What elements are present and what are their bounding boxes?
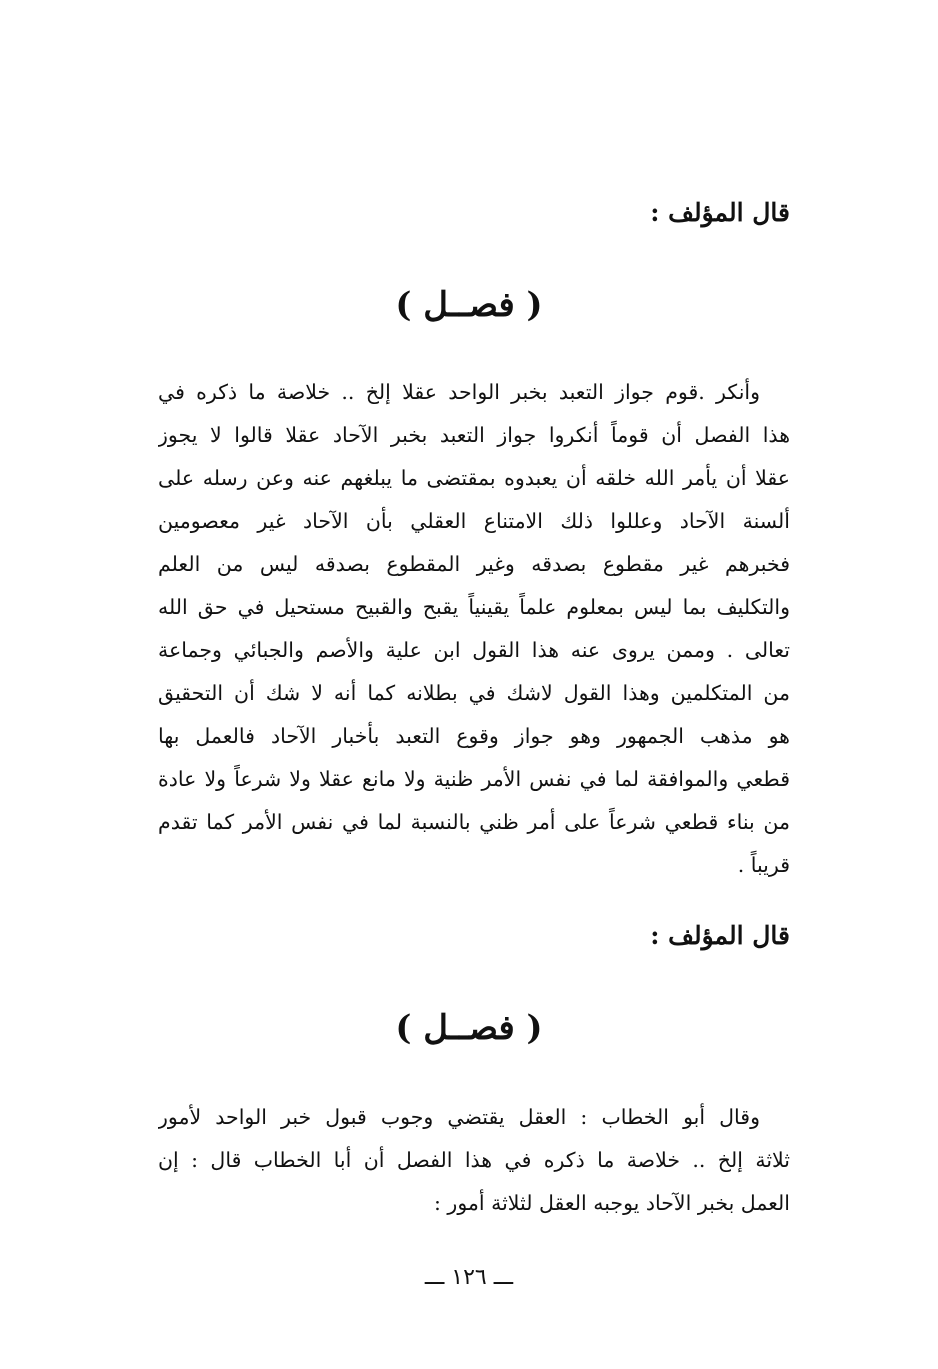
author-label-2: قال المؤلف : — [650, 921, 790, 950]
paragraph-line: والتكليف بما ليس بمعلوم علماً يقينياً يقبح والقبيح مستحيل في حق الله — [158, 595, 790, 619]
section-heading-1: ( فصــل ) — [395, 285, 543, 325]
paragraph-1 — [158, 371, 790, 887]
page-number: ـــ ١٢٦ ـــ — [424, 1265, 514, 1290]
paragraph-line: هو مذهب الجمهور وهو جواز وقوع التعبد بأخبار الآحاد فالعمل بها — [158, 724, 790, 748]
paragraph-line: من المتكلمين وهذا القول لاشك في بطلانه كما أنه لا شك أن التحقيق — [158, 681, 790, 705]
paragraph-line: فخبرهم غير مقطوع بصدقه وغير المقطوع بصدقه ليس من العلم — [158, 552, 790, 576]
paragraph-line: قريباً . — [737, 853, 790, 877]
paragraph-line: العمل بخبر الآحاد يوجبه العقل لثلاثة أمور : — [434, 1191, 790, 1215]
paragraph-line: ألسنة الآحاد وعللوا ذلك الامتناع العقلي بأن الآحاد غير معصومين — [158, 509, 790, 533]
paragraph-line: قطعي والموافقة لما في نفس الأمر ظنية ولا مانع عقلا ولا شرعاً ولا عادة — [158, 767, 790, 791]
paragraph-line: وقال أبو الخطاب : العقل يقتضي وجوب قبول خبر الواحد لأمور — [158, 1105, 760, 1129]
paragraph-line: عقلا أن يأمر الله خلقه أن يعبدوه بمقتضى ما يبلغهم عنه وعن رسله على — [158, 466, 790, 490]
paragraph-2 — [158, 1096, 790, 1225]
paragraph-line: من بناء قطعي شرعاً على أمر ظني بالنسبة لما في نفس الأمر كما تقدم — [158, 810, 790, 834]
paragraph-line: تعالى . وممن يروى عنه هذا القول ابن علية والأصم والجبائي وجماعة — [158, 638, 790, 662]
paragraph-line: هذا الفصل أن قوماً أنكروا جواز التعبد بخبر الآحاد عقلا قالوا لا يجوز — [158, 423, 790, 447]
paragraph-line: ثلاثة إلخ .. خلاصة ما ذكره في هذا الفصل أن أبا الخطاب قال : إن — [158, 1148, 790, 1172]
section-heading-2: ( فصــل ) — [395, 1008, 543, 1048]
paragraph-line: وأنكر .قوم جواز التعبد بخبر الواحد عقلا إلخ .. خلاصة ما ذكره في — [158, 380, 760, 404]
author-label-1: قال المؤلف : — [650, 198, 790, 227]
